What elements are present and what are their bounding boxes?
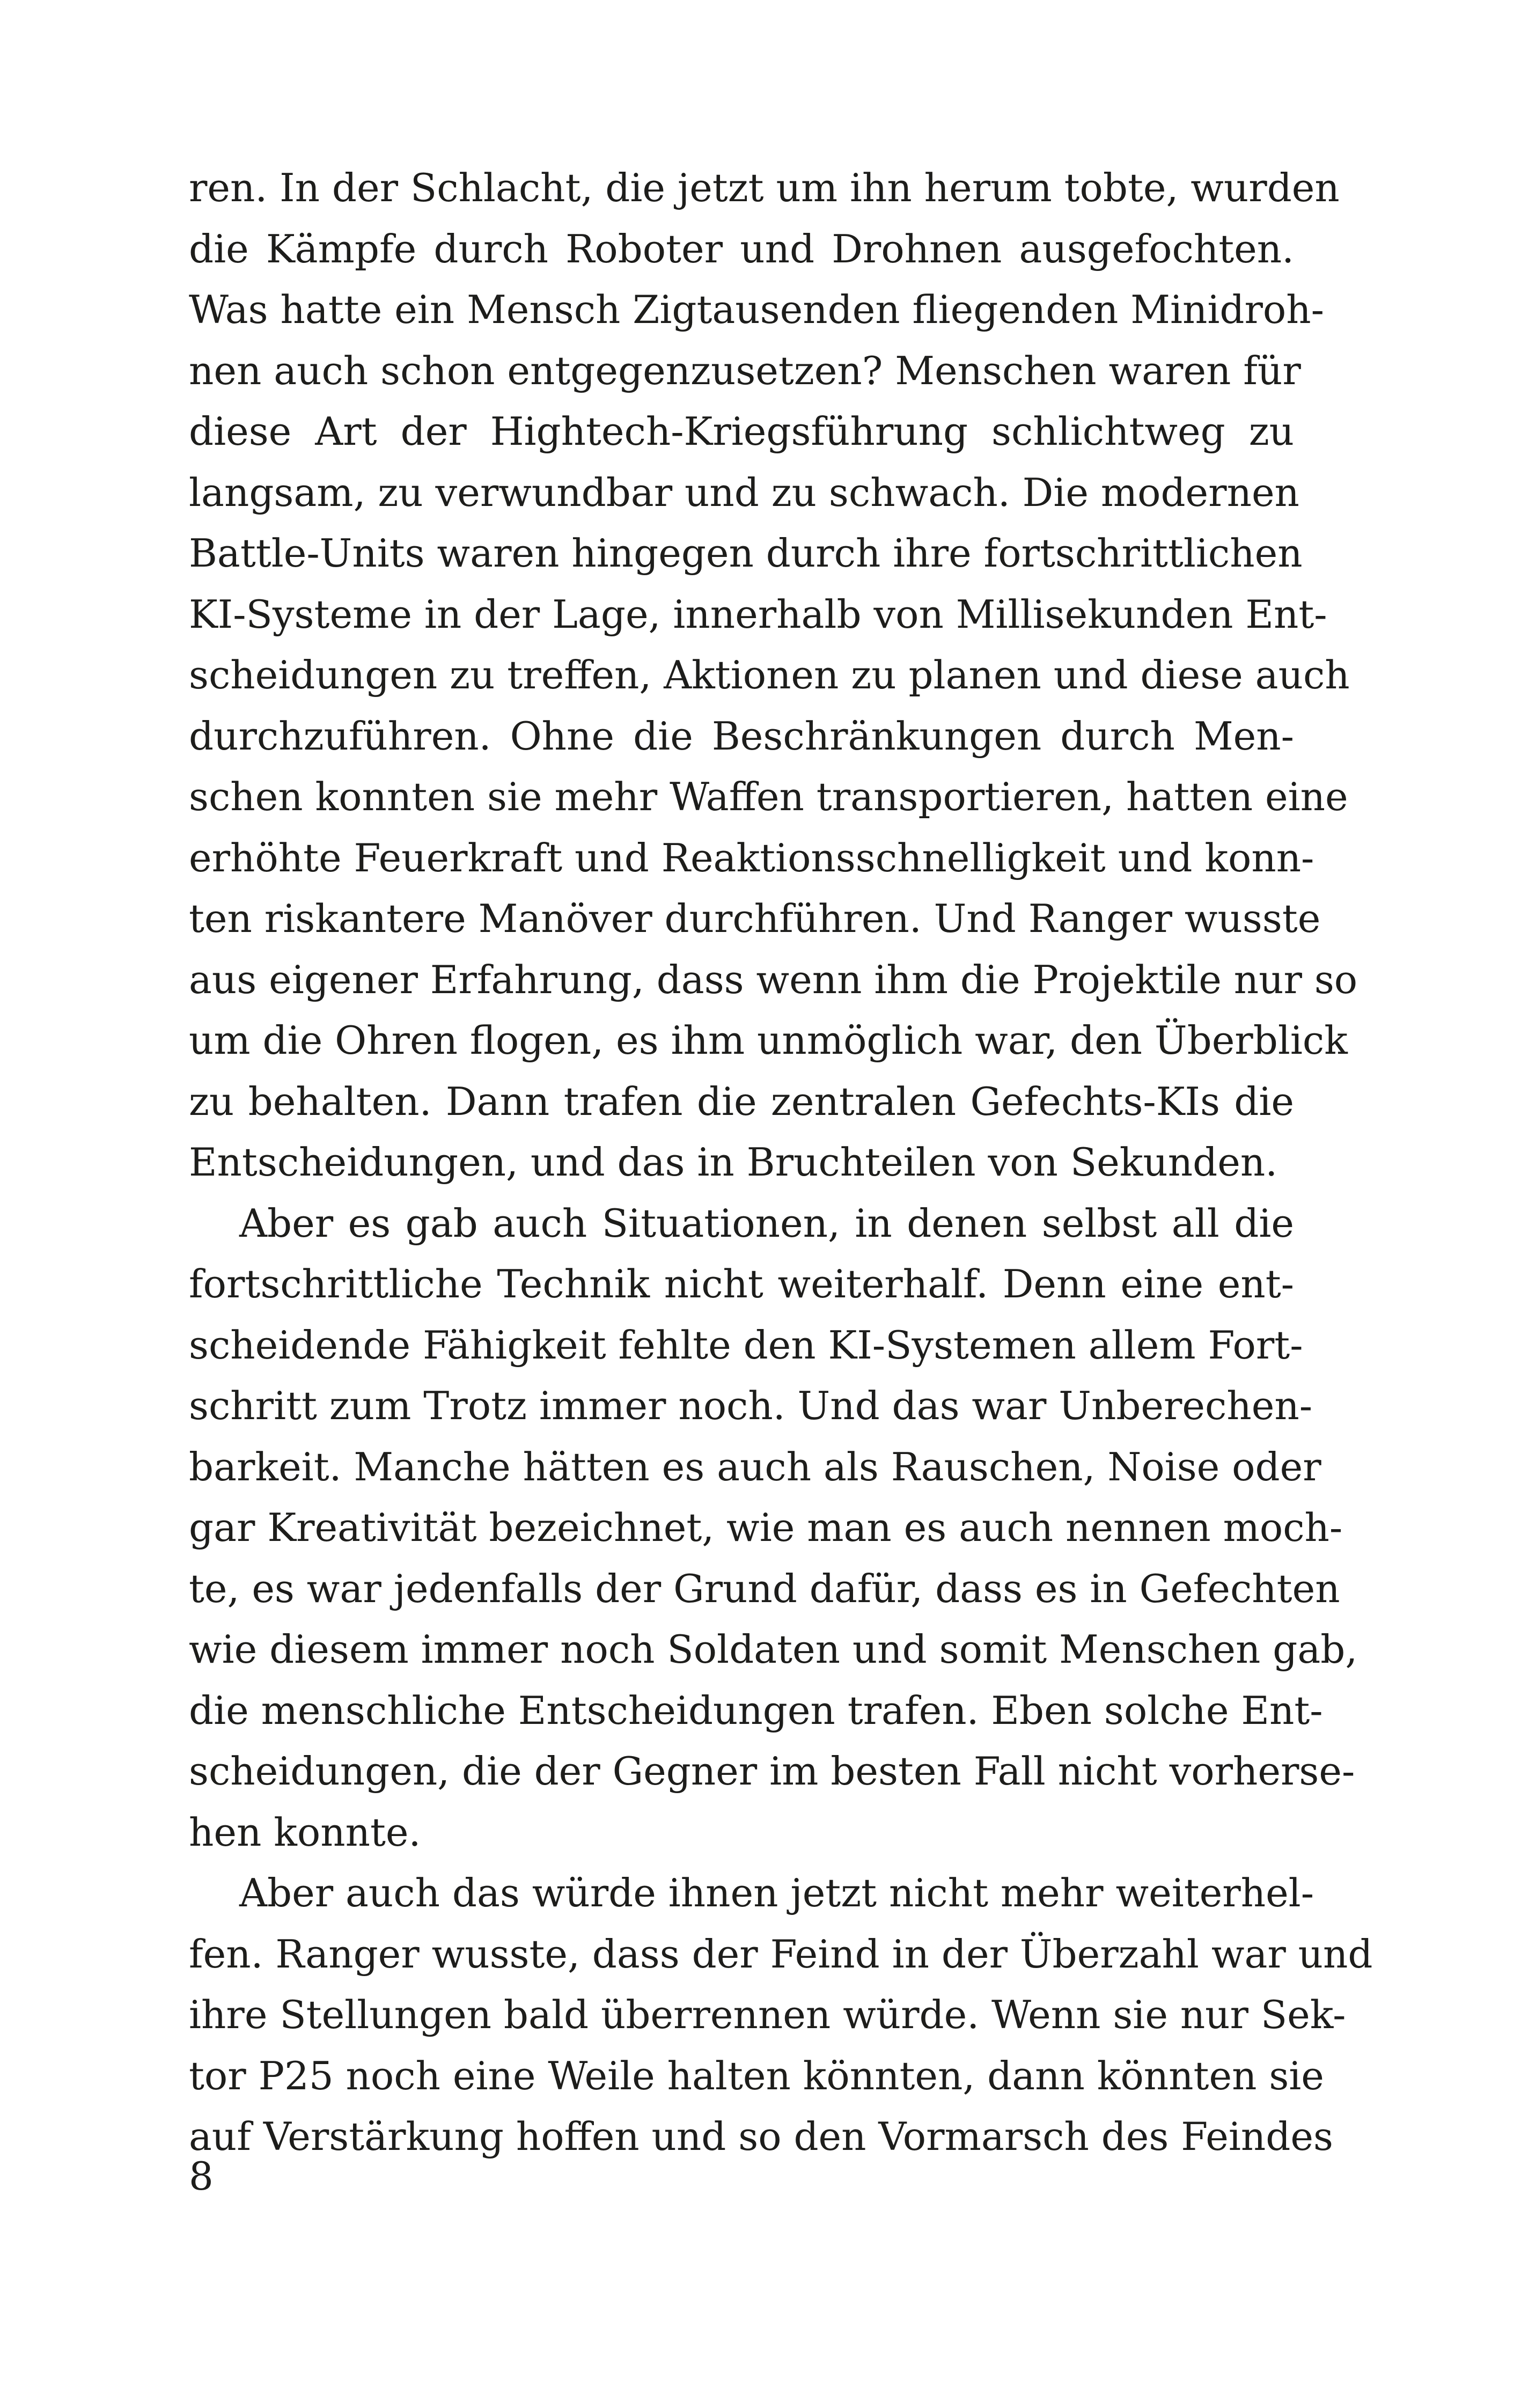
text-line: schen konnten sie mehr Waffen transportieren, hatten eine <box>189 774 1348 819</box>
text-line: gar Kreativität bezeichnet, wie man es auch nennen moch- <box>189 1505 1343 1550</box>
text-line: scheidungen, die der Gegner im besten Fall nicht vorherse- <box>189 1749 1355 1794</box>
text-line: erhöhte Feuerkraft und Reaktionsschnelligkeit und konn- <box>189 835 1314 880</box>
text-line: barkeit. Manche hätten es auch als Rauschen, Noise oder <box>189 1444 1321 1489</box>
text-line: scheidungen zu treffen, Aktionen zu planen und diese auch <box>189 652 1350 698</box>
text-line: diese Art der Hightech-Kriegsführung schlichtweg zu <box>189 409 1294 454</box>
body-text <box>189 158 1373 2168</box>
text-line: te, es war jedenfalls der Grund dafür, dass es in Gefechten <box>189 1566 1340 1611</box>
text-line: nen auch schon entgegenzusetzen? Menschen waren für <box>189 348 1301 393</box>
paragraph <box>189 1863 1373 2168</box>
text-line: auf Verstärkung hoffen und so den Vormarsch des Feindes <box>189 2114 1333 2159</box>
text-line: tor P25 noch eine Weile halten könnten, dann könnten sie <box>189 2053 1324 2098</box>
paragraph <box>189 1193 1358 1863</box>
text-line: die Kämpfe durch Roboter und Drohnen ausgefochten. <box>189 226 1294 271</box>
paragraph <box>189 158 1358 1193</box>
text-line: Aber auch das würde ihnen jetzt nicht mehr weiterhel- <box>239 1870 1314 1915</box>
page-number: 8 <box>189 2154 214 2199</box>
text-line: ihre Stellungen bald überrennen würde. Wenn sie nur Sek- <box>189 1992 1346 2037</box>
text-line: Entscheidungen, und das in Bruchteilen von Sekunden. <box>189 1140 1278 1185</box>
text-line: Was hatte ein Mensch Zigtausenden fliegenden Minidroh- <box>189 287 1324 332</box>
text-line: hen konnte. <box>189 1809 421 1855</box>
text-line: schritt zum Trotz immer noch. Und das war Unberechen- <box>189 1383 1313 1428</box>
text-line: fen. Ranger wusste, dass der Feind in der Überzahl war und <box>189 1931 1373 1977</box>
text-line: scheidende Fähigkeit fehlte den KI-Systemen allem Fort- <box>189 1322 1303 1368</box>
text-line: die menschliche Entscheidungen trafen. Eben solche Ent- <box>189 1687 1323 1733</box>
text-line: aus eigener Erfahrung, dass wenn ihm die Projektile nur so <box>189 957 1358 1002</box>
text-line: ren. In der Schlacht, die jetzt um ihn herum tobte, wurden <box>189 165 1340 210</box>
text-line: wie diesem immer noch Soldaten und somit Menschen gab, <box>189 1627 1358 1672</box>
text-line: ten riskantere Manöver durchführen. Und Ranger wusste <box>189 896 1321 941</box>
text-line: langsam, zu verwundbar und zu schwach. Die modernen <box>189 469 1299 515</box>
text-line: zu behalten. Dann trafen die zentralen Gefechts-KIs die <box>189 1078 1294 1124</box>
text-line: Battle-Units waren hingegen durch ihre fortschrittlichen <box>189 531 1303 576</box>
text-line: Aber es gab auch Situationen, in denen selbst all die <box>239 1200 1294 1246</box>
text-line: fortschrittliche Technik nicht weiterhalf. Denn eine ent- <box>189 1261 1294 1306</box>
text-line: KI-Systeme in der Lage, innerhalb von Millisekunden Ent- <box>189 591 1327 637</box>
text-line: um die Ohren flogen, es ihm unmöglich war, den Überblick <box>189 1018 1348 1063</box>
text-line: durchzuführen. Ohne die Beschränkungen durch Men- <box>189 713 1294 759</box>
